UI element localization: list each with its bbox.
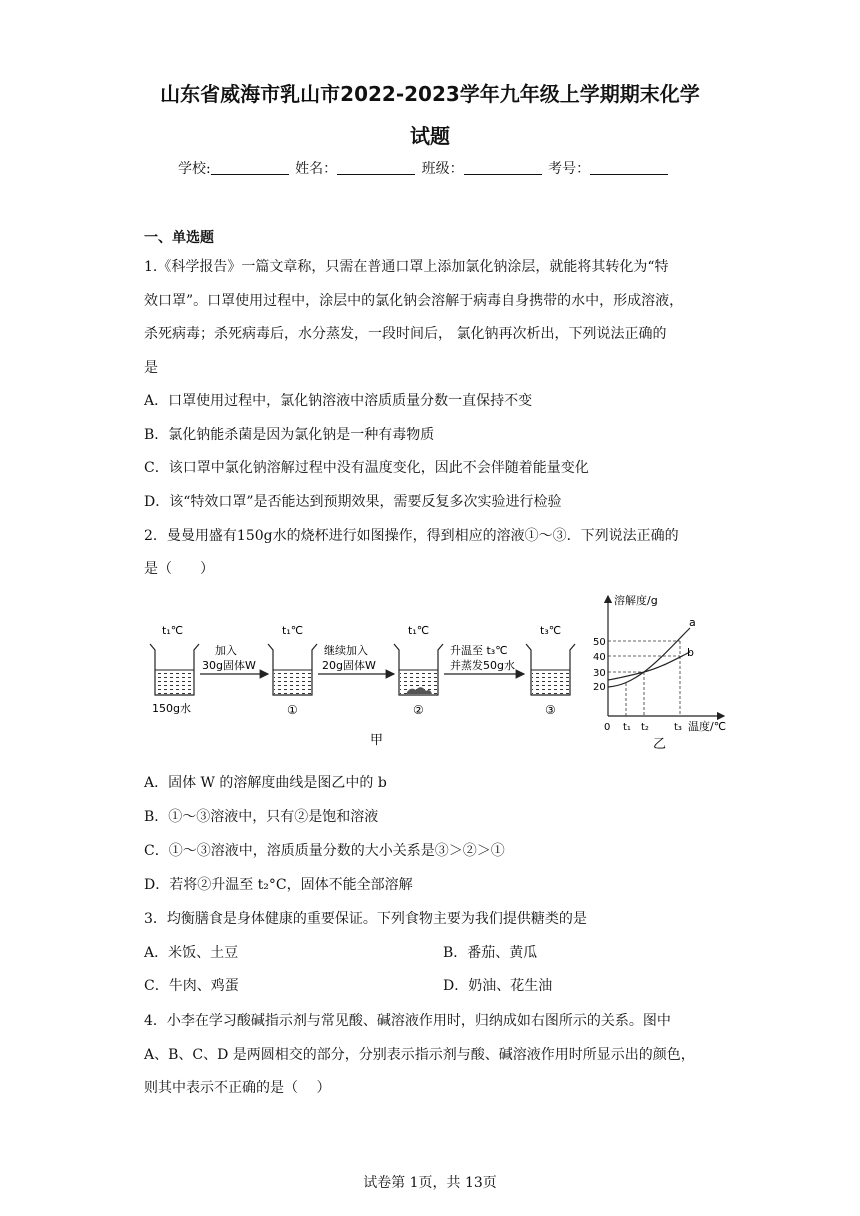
school-blank[interactable] bbox=[211, 161, 289, 175]
step-2-line-a: 继续加入 bbox=[324, 644, 368, 657]
y-tick-20: 20 bbox=[593, 682, 606, 693]
q2-line-2: 是（ ） bbox=[144, 561, 214, 577]
x-axis-label: 温度/℃ bbox=[688, 720, 727, 733]
name-blank[interactable] bbox=[337, 161, 415, 175]
figure-jia bbox=[140, 612, 580, 752]
y-tick-30: 30 bbox=[593, 668, 606, 679]
q4-line-3: 则其中表示不正确的是（ ） bbox=[144, 1080, 331, 1096]
figure-yi-solubility-chart bbox=[590, 590, 730, 750]
beaker-solution-1 bbox=[268, 624, 317, 717]
page-footer: 试卷第 1页，共 13页 bbox=[363, 1175, 497, 1191]
step-1-line-a: 加入 bbox=[215, 644, 237, 657]
student-info bbox=[178, 158, 670, 178]
exam-no-blank[interactable] bbox=[590, 161, 668, 175]
q2-option-c: C．①～③溶液中，溶质质量分数的大小关系是③＞②＞① bbox=[144, 843, 505, 859]
beaker-water bbox=[150, 624, 199, 715]
name-label: 姓名： bbox=[295, 161, 338, 177]
q1-option-a: A．口罩使用过程中，氯化钠溶液中溶质质量分数一直保持不变 bbox=[144, 393, 533, 409]
exam-title-line2: 试题 bbox=[410, 124, 450, 148]
figure-yi-caption: 乙 bbox=[653, 737, 667, 750]
q1-line-4: 是 bbox=[144, 360, 158, 376]
exam-no-label: 考号： bbox=[548, 161, 591, 177]
q1-line-1: 1.《科学报告》一篇文章称，只需在普通口罩上添加氯化钠涂层，就能将其转化为“特 bbox=[144, 259, 669, 275]
solution-2-label: ② bbox=[413, 703, 424, 717]
q1-line-3: 杀死病毒；杀死病毒后，水分蒸发，一段时间后， 氯化钠再次析出，下列说法正确的 bbox=[144, 326, 667, 342]
q1-option-c: C．该口罩中氯化钠溶解过程中没有温度变化，因此不会伴随着能量变化 bbox=[144, 460, 589, 476]
q1-option-b: B．氯化钠能杀菌是因为氯化钠是一种有毒物质 bbox=[144, 427, 435, 443]
beaker-1-temp: t₁℃ bbox=[282, 624, 304, 637]
q1-option-d: D．该“特效口罩”是否能达到预期效果，需要反复多次实验进行检验 bbox=[144, 494, 562, 510]
beaker-0-temp: t₁℃ bbox=[162, 624, 184, 637]
solution-3-label: ③ bbox=[545, 703, 556, 717]
step-1-line-b: 30g固体W bbox=[202, 659, 256, 672]
q3-option-d: D．奶油、花生油 bbox=[443, 978, 553, 994]
q2-option-d: D．若将②升温至 t₂°C，固体不能全部溶解 bbox=[144, 877, 413, 893]
section-heading: 一、单选题 bbox=[144, 230, 214, 246]
step-3-line-b: 并蒸发50g水 bbox=[450, 659, 515, 672]
q3-option-c: C．牛肉、鸡蛋 bbox=[144, 978, 239, 994]
q4-line-2: A、B、C、D 是两圆相交的部分，分别表示指示剂与酸、碱溶液作用时所显示出的颜色， bbox=[144, 1047, 695, 1063]
x-tick-t1: t₁ bbox=[623, 722, 631, 733]
step-3-line-a: 升温至 t₃℃ bbox=[450, 644, 508, 657]
class-label: 班级： bbox=[421, 161, 464, 177]
y-tick-50: 50 bbox=[593, 637, 606, 648]
exam-title-line1: 山东省威海市乳山市2022-2023学年九年级上学期期末化学 bbox=[160, 82, 700, 106]
x-tick-t3: t₃ bbox=[674, 722, 682, 733]
y-tick-40: 40 bbox=[593, 652, 606, 663]
q3-option-b: B．番茄、黄瓜 bbox=[443, 945, 538, 961]
figure-jia-caption: 甲 bbox=[370, 733, 384, 748]
q2-line-1: 2．曼曼用盛有150g水的烧杯进行如图操作，得到相应的溶液①～③．下列说法正确的 bbox=[144, 528, 679, 544]
water-label: 150g水 bbox=[152, 702, 191, 715]
y-axis-label: 溶解度/g bbox=[614, 594, 658, 607]
beaker-2-temp: t₁℃ bbox=[408, 624, 430, 637]
q4-line-1: 4．小李在学习酸碱指示剂与常见酸、碱溶液作用时，归纳成如右图所示的关系。图中 bbox=[144, 1013, 671, 1029]
q2-option-b: B．①～③溶液中，只有②是饱和溶液 bbox=[144, 809, 379, 825]
curve-a-label: a bbox=[689, 616, 696, 629]
q3-line: 3．均衡膳食是身体健康的重要保证。下列食物主要为我们提供糖类的是 bbox=[144, 911, 587, 927]
beaker-solution-2 bbox=[394, 624, 443, 717]
x-tick-t2: t₂ bbox=[641, 722, 649, 733]
beaker-3-temp: t₃℃ bbox=[540, 624, 562, 637]
school-label: 学校: bbox=[178, 161, 211, 177]
beaker-solution-3 bbox=[526, 624, 575, 717]
q3-option-a: A．米饭、土豆 bbox=[144, 945, 239, 961]
q1-line-2: 效口罩”。口罩使用过程中，涂层中的氯化钠会溶解于病毒自身携带的水中，形成溶液， bbox=[144, 293, 684, 309]
class-blank[interactable] bbox=[464, 161, 542, 175]
solution-1-label: ① bbox=[287, 703, 298, 717]
curve-b-label: b bbox=[687, 646, 694, 659]
q2-option-a: A．固体 W 的溶解度曲线是图乙中的 b bbox=[144, 775, 387, 791]
step-2-line-b: 20g固体W bbox=[322, 659, 376, 672]
x-tick-0: 0 bbox=[604, 722, 611, 733]
